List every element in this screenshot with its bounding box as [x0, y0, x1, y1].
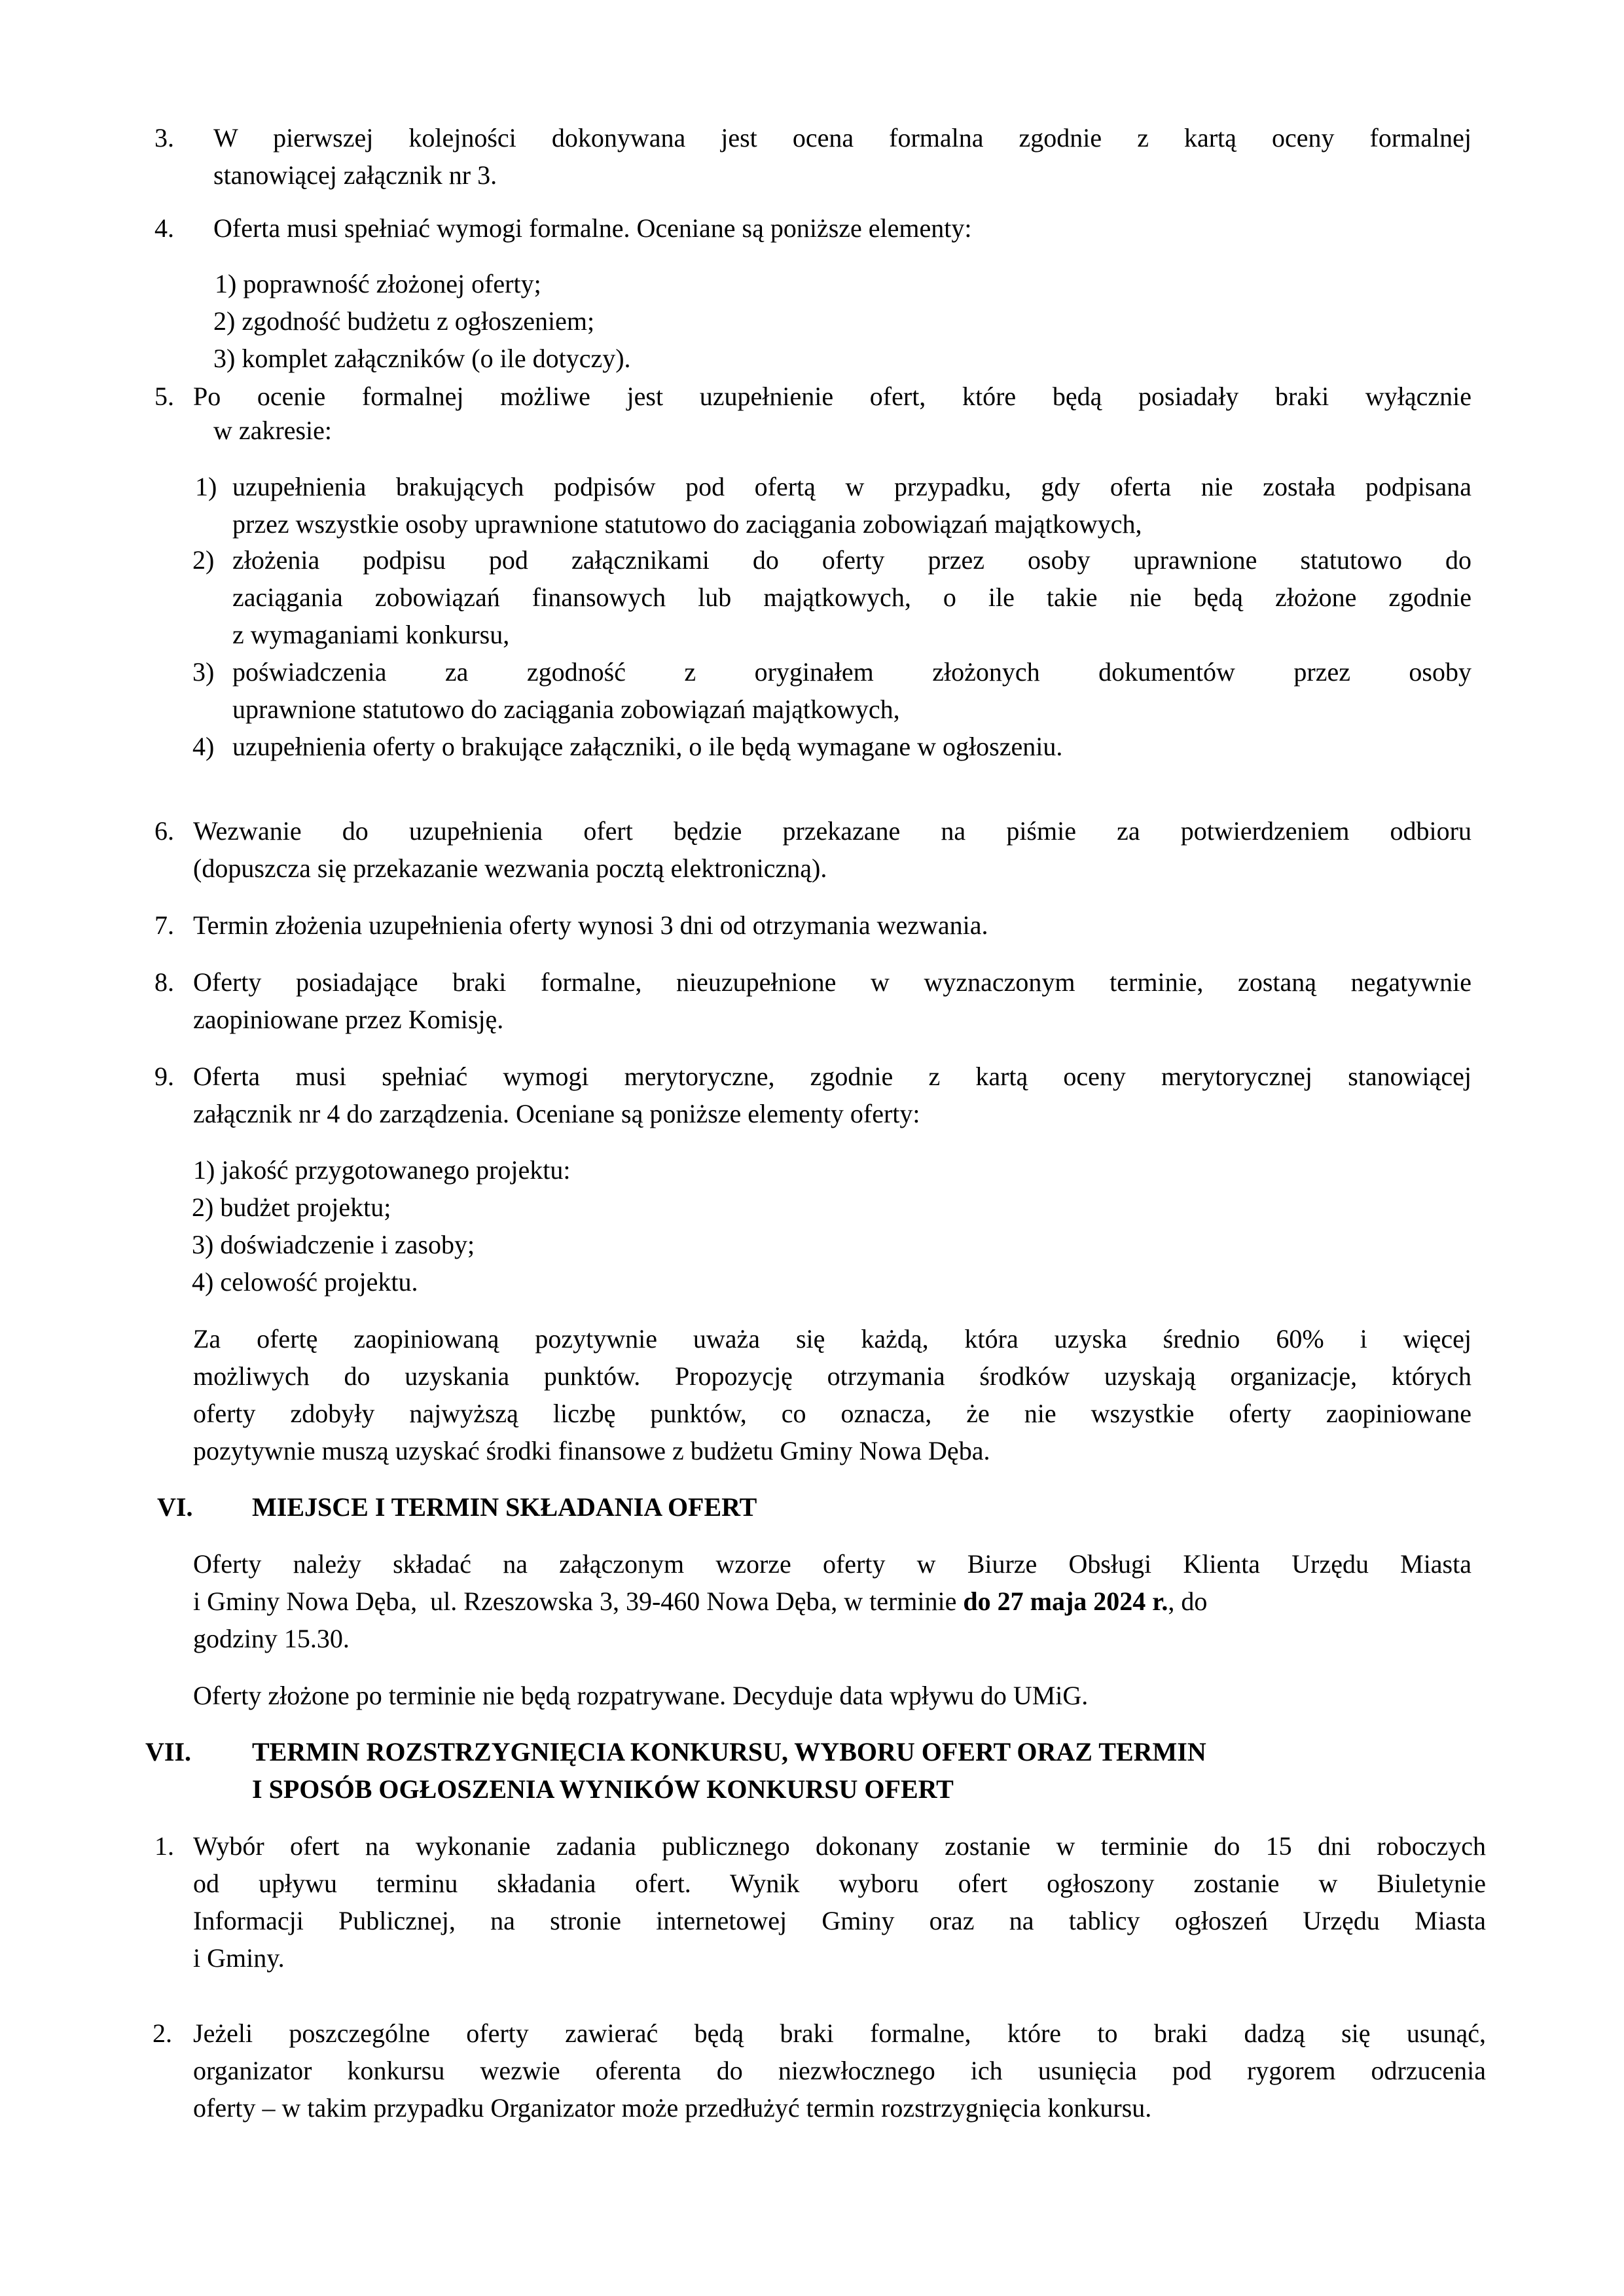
item-number: 5. [154, 382, 174, 411]
section-heading: TERMIN ROZSTRZYGNIĘCIA KONKURSU, WYBORU OFERT ORAZ TERMIN [252, 1737, 1206, 1767]
sub-item: 2) budżet projektu; [192, 1193, 391, 1222]
sub-item: 1) poprawność złożonej oferty; [215, 269, 541, 298]
text-segment: i Gminy Nowa Dęba, ul. Rzeszowska 3, 39-460 Nowa Dęba, w terminie [193, 1587, 964, 1616]
sub-item: 2) zgodność budżetu z ogłoszeniem; [213, 306, 595, 336]
sub-item-line: uprawnione statutowo do zaciągania zobowiązań majątkowych, [232, 694, 900, 724]
item-text-line: Oferta musi spełniać wymogi formalne. Oceniane są poniższe elementy: [213, 213, 972, 243]
item-text-line: oferty – w takim przypadku Organizator może przedłużyć termin rozstrzygnięcia konkursu. [193, 2093, 1152, 2123]
item-text-line: W pierwszej kolejności dokonywana jest ocena formalna zgodnie z kartą oceny formalnej [213, 123, 1471, 152]
section-number: VII. [145, 1737, 192, 1767]
paragraph-line: Oferty należy składać na załączonym wzorze oferty w Biurze Obsługi Klienta Urzędu Miasta [193, 1549, 1471, 1579]
item-number: 6. [154, 816, 174, 846]
sub-item-line: uzupełnienia oferty o brakujące załączniki, o ile będą wymagane w ogłoszeniu. [232, 732, 1063, 761]
sub-item: 3) doświadczenie i zasoby; [192, 1230, 475, 1259]
item-text-line: Oferty posiadające braki formalne, nieuzupełnione w wyznaczonym terminie, zostaną negatywnie [193, 967, 1471, 997]
sub-item-number: 2) [192, 545, 215, 575]
deadline-date: do 27 maja 2024 r. [963, 1587, 1168, 1616]
sub-item: 1) jakość przygotowanego projektu: [193, 1155, 571, 1185]
item-text-line: od upływu terminu składania ofert. Wynik wyboru ofert ogłoszony zostanie w Biuletynie [193, 1869, 1486, 1898]
sub-item-line: uzupełnienia brakujących podpisów pod ofertą w przypadku, gdy oferta nie została podpisana [232, 472, 1471, 501]
sub-item-line: z wymaganiami konkursu, [232, 620, 510, 649]
paragraph-text [193, 1588, 1207, 1615]
item-text-line: Wezwanie do uzupełnienia ofert będzie przekazane na piśmie za potwierdzeniem odbioru [193, 816, 1471, 846]
item-text-line: organizator konkursu wezwie oferenta do niezwłocznego ich usunięcia pod rygorem odrzucenia [193, 2056, 1486, 2085]
item-number: 8. [154, 967, 174, 997]
item-text-line: zaopiniowane przez Komisję. [193, 1005, 504, 1034]
item-text-line: i Gminy. [193, 1943, 285, 1973]
section-heading: MIEJSCE I TERMIN SKŁADANIA OFERT [252, 1492, 757, 1522]
item-text-line: w zakresie: [213, 416, 333, 445]
section-number: VI. [157, 1492, 193, 1522]
item-text-line: (dopuszcza się przekazanie wezwania pocztą elektroniczną). [193, 853, 827, 883]
sub-item: 4) celowość projektu. [192, 1267, 418, 1297]
sub-item-line: złożenia podpisu pod załącznikami do oferty przez osoby uprawnione statutowo do [232, 545, 1471, 575]
item-text-line: Po ocenie formalnej możliwe jest uzupełnienie ofert, które będą posiadały braki wyłącznie [193, 382, 1471, 411]
paragraph-line: Oferty złożone po terminie nie będą rozpatrywane. Decyduje data wpływu do UMiG. [193, 1681, 1089, 1710]
item-number: 3. [154, 123, 174, 152]
sub-item-line: poświadczenia za zgodność z oryginałem złożonych dokumentów przez osoby [232, 657, 1471, 687]
sub-item: 3) komplet załączników (o ile dotyczy). [213, 344, 631, 373]
item-number: 7. [154, 910, 174, 940]
sub-item-line: zaciągania zobowiązań finansowych lub majątkowych, o ile takie nie będą złożone zgodnie [232, 583, 1471, 612]
paragraph-line: pozytywnie muszą uzyskać środki finansowe z budżetu Gminy Nowa Dęba. [193, 1436, 990, 1465]
paragraph-line: Za ofertę zaopiniowaną pozytywnie uważa się każdą, która uzyska średnio 60% i więcej [193, 1324, 1471, 1354]
item-number: 1. [154, 1831, 174, 1861]
sub-item-number: 3) [192, 657, 215, 687]
sub-item-number: 4) [192, 732, 215, 761]
sub-item-line: przez wszystkie osoby uprawnione statutowo do zaciągania zobowiązań majątkowych, [232, 509, 1142, 539]
item-number: 2. [153, 2018, 172, 2048]
item-text-line: stanowiącej załącznik nr 3. [213, 160, 497, 190]
item-number: 4. [154, 213, 174, 243]
item-text-line: Informacji Publicznej, na stronie internetowej Gminy oraz na tablicy ogłoszeń Urzędu Miasta [193, 1906, 1486, 1935]
item-text-line: załącznik nr 4 do zarządzenia. Oceniane są poniższe elementy oferty: [193, 1099, 920, 1128]
paragraph-line: oferty zdobyły najwyższą liczbę punktów, co oznacza, że nie wszystkie oferty zaopiniowane [193, 1399, 1471, 1428]
section-heading: I SPOSÓB OGŁOSZENIA WYNIKÓW KONKURSU OFERT [252, 1774, 954, 1804]
item-number: 9. [154, 1062, 174, 1091]
paragraph-line [193, 1588, 1471, 1615]
paragraph-line: godziny 15.30. [193, 1624, 350, 1653]
paragraph-line: możliwych do uzyskania punktów. Propozycję otrzymania środków uzyskają organizacje, których [193, 1361, 1471, 1391]
item-text-line: Jeżeli poszczególne oferty zawierać będą braki formalne, które to braki dadzą się usunąć, [193, 2018, 1486, 2048]
text-segment: , do [1168, 1587, 1208, 1616]
item-text-line: Termin złożenia uzupełnienia oferty wynosi 3 dni od otrzymania wezwania. [193, 910, 988, 940]
sub-item-number: 1) [195, 472, 217, 501]
item-text-line: Oferta musi spełniać wymogi merytoryczne, zgodnie z kartą oceny merytorycznej stanowiącej [193, 1062, 1471, 1091]
item-text-line: Wybór ofert na wykonanie zadania publicznego dokonany zostanie w terminie do 15 dni roboczych [193, 1831, 1486, 1861]
